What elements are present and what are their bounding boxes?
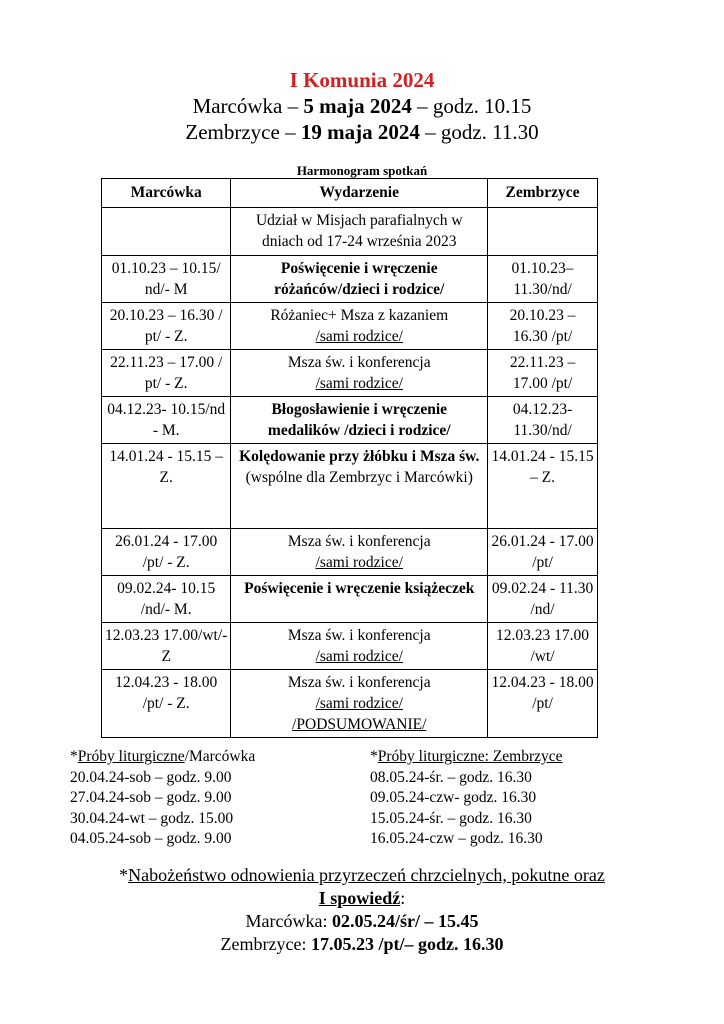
confession-subheading — [0, 887, 724, 910]
cell-event — [231, 529, 488, 576]
confession-marcowka — [0, 910, 724, 933]
cell-marcowka: 20.10.23 – 16.30 / pt/ - Z. — [102, 303, 231, 350]
cell-event — [231, 623, 488, 670]
column-header-zembrzyce: Zembrzyce — [488, 179, 598, 208]
event-text: Msza św. i konferencja — [287, 533, 431, 550]
list-item: 20.04.24-sob – godz. 9.00 — [70, 768, 232, 786]
list-item: 30.04.24-wt – godz. 15.00 — [70, 809, 234, 827]
cell-event — [231, 208, 488, 256]
cell-marcowka: 22.11.23 – 17.00 / pt/ - Z. — [102, 350, 231, 397]
list-item: 16.05.24-czw – godz. 16.30 — [370, 830, 543, 847]
list-item: 15.05.24-śr. – godz. 16.30 — [370, 809, 532, 827]
rehearsals-title-place: /Marcówka — [184, 748, 256, 765]
event-text: Różaniec+ Msza z kazaniem — [270, 307, 449, 324]
table-row — [102, 303, 598, 350]
confession-heading — [0, 864, 724, 887]
marcowka-date-line — [0, 93, 724, 119]
event-note: (wspólne dla Zembrzyc i Marcówki) — [245, 469, 473, 486]
table-row — [102, 208, 598, 256]
schedule-caption: Harmonogram spotkań — [296, 163, 428, 178]
table-row — [102, 576, 598, 623]
cell-zembrzyce: 04.12.23- 11.30/nd/ — [488, 397, 598, 444]
table-row — [102, 623, 598, 670]
cell-event — [231, 256, 488, 303]
event-text: Poświęcenie i wręczenie różańców/dzieci i rodzice/ — [274, 260, 445, 298]
confession-title: I spowiedź — [318, 888, 401, 908]
event-text: Kolędowanie przy żłóbku i Msza św. — [239, 448, 480, 465]
confession-colon: : — [400, 888, 406, 908]
list-item: 27.04.24-sob – godz. 9.00 — [70, 789, 232, 806]
cell-marcowka: 26.01.24 - 17.00 /pt/ - Z. — [102, 529, 231, 576]
zembrzyce-date: 19 maja 2024 — [300, 120, 420, 144]
cell-zembrzyce: 20.10.23 – 16.30 /pt/ — [488, 303, 598, 350]
cell-zembrzyce: 26.01.24 - 17.00 /pt/ — [488, 529, 598, 576]
cell-event — [231, 397, 488, 444]
marcowka-date: 5 maja 2024 — [303, 94, 412, 118]
rehearsals-title-underlined: Próby liturgiczne: Zembrzyce — [377, 748, 563, 765]
table-row — [102, 350, 598, 397]
cell-event — [231, 350, 488, 397]
cell-marcowka: 14.01.24 - 15.15 – Z. — [102, 444, 231, 529]
list-item: 09.05.24-czw- godz. 16.30 — [370, 789, 537, 806]
event-note: /sami rodzice/ — [315, 648, 403, 665]
zembrzyce-date-line — [0, 119, 724, 145]
cell-zembrzyce: 14.01.24 - 15.15 – Z. — [488, 444, 598, 529]
rehearsals-marcowka — [70, 747, 255, 850]
schedule-table — [101, 178, 598, 738]
event-text: Poświęcenie i wręczenie książeczek — [244, 580, 475, 597]
event-text: Błogosławienie i wręczenie medalików /dzieci i rodzice/ — [267, 401, 451, 439]
cell-zembrzyce — [488, 208, 598, 256]
table-row — [102, 256, 598, 303]
table-row — [102, 670, 598, 738]
cell-zembrzyce: 12.04.23 - 18.00 /pt/ — [488, 670, 598, 738]
cell-zembrzyce: 09.02.24 - 11.30 /nd/ — [488, 576, 598, 623]
event-summary: /PODSUMOWANIE/ — [292, 716, 427, 733]
zembrzyce-label: Zembrzyce – — [185, 120, 301, 144]
event-note: /sami rodzice/ — [315, 328, 403, 345]
rehearsals-marcowka-title — [70, 747, 255, 768]
event-text: Msza św. i konferencja — [287, 354, 431, 371]
list-item: 08.05.24-śr. – godz. 16.30 — [370, 768, 532, 786]
cell-zembrzyce: 12.03.23 17.00 /wt/ — [488, 623, 598, 670]
confession-section — [0, 864, 724, 956]
confession-heading-text: Nabożeństwo odnowienia przyrzeczeń chrzcielnych, pokutne oraz — [128, 865, 605, 885]
rehearsals-zembrzyce-title — [370, 747, 563, 768]
event-note: /sami rodzice/ — [315, 695, 403, 712]
marcowka-label: Marcówka – — [192, 94, 304, 118]
event-text: Msza św. i konferencja — [287, 627, 431, 644]
page-title: I Komunia 2024 — [289, 68, 435, 92]
marcowka-time: – godz. 10.15 — [411, 94, 532, 118]
cell-marcowka: 04.12.23- 10.15/nd - M. — [102, 397, 231, 444]
schedule-header-row — [102, 179, 598, 208]
cell-event — [231, 303, 488, 350]
cell-marcowka — [102, 208, 231, 256]
rehearsals-zembrzyce — [370, 747, 563, 850]
cell-event — [231, 444, 488, 529]
event-text: Udział w Misjach parafialnych w dniach od 17-24 września 2023 — [255, 212, 463, 250]
cell-zembrzyce: 22.11.23 – 17.00 /pt/ — [488, 350, 598, 397]
cell-marcowka: 01.10.23 – 10.15/ nd/- M — [102, 256, 231, 303]
cell-marcowka: 09.02.24- 10.15 /nd/- M. — [102, 576, 231, 623]
event-text: Msza św. i konferencja — [287, 674, 431, 691]
rehearsals-title-underlined: Próby liturgiczne — [77, 748, 185, 765]
footnote-star: * — [370, 748, 378, 765]
confession-marcowka-date: 02.05.24/śr/ – 15.45 — [331, 911, 479, 931]
column-header-event: Wydarzenie — [231, 179, 488, 208]
page-header — [0, 68, 724, 145]
event-note: /sami rodzice/ — [315, 554, 403, 571]
cell-event — [231, 576, 488, 623]
confession-zembrzyce-label: Zembrzyce: — [220, 934, 311, 954]
footnote-star: * — [119, 865, 129, 885]
list-item: 04.05.24-sob – godz. 9.00 — [70, 830, 232, 847]
footnote-star: * — [70, 748, 78, 765]
confession-marcowka-label: Marcówka: — [245, 911, 332, 931]
cell-marcowka: 12.04.23 - 18.00 /pt/ - Z. — [102, 670, 231, 738]
confession-zembrzyce-date: 17.05.23 /pt/– godz. 16.30 — [310, 934, 504, 954]
column-header-marcowka: Marcówka — [102, 179, 231, 208]
table-row — [102, 397, 598, 444]
table-row — [102, 444, 598, 529]
cell-event — [231, 670, 488, 738]
event-note: /sami rodzice/ — [315, 375, 403, 392]
table-row — [102, 529, 598, 576]
zembrzyce-time: – godz. 11.30 — [419, 120, 539, 144]
confession-zembrzyce — [0, 933, 724, 956]
cell-marcowka: 12.03.23 17.00/wt/-Z — [102, 623, 231, 670]
cell-zembrzyce: 01.10.23– 11.30/nd/ — [488, 256, 598, 303]
